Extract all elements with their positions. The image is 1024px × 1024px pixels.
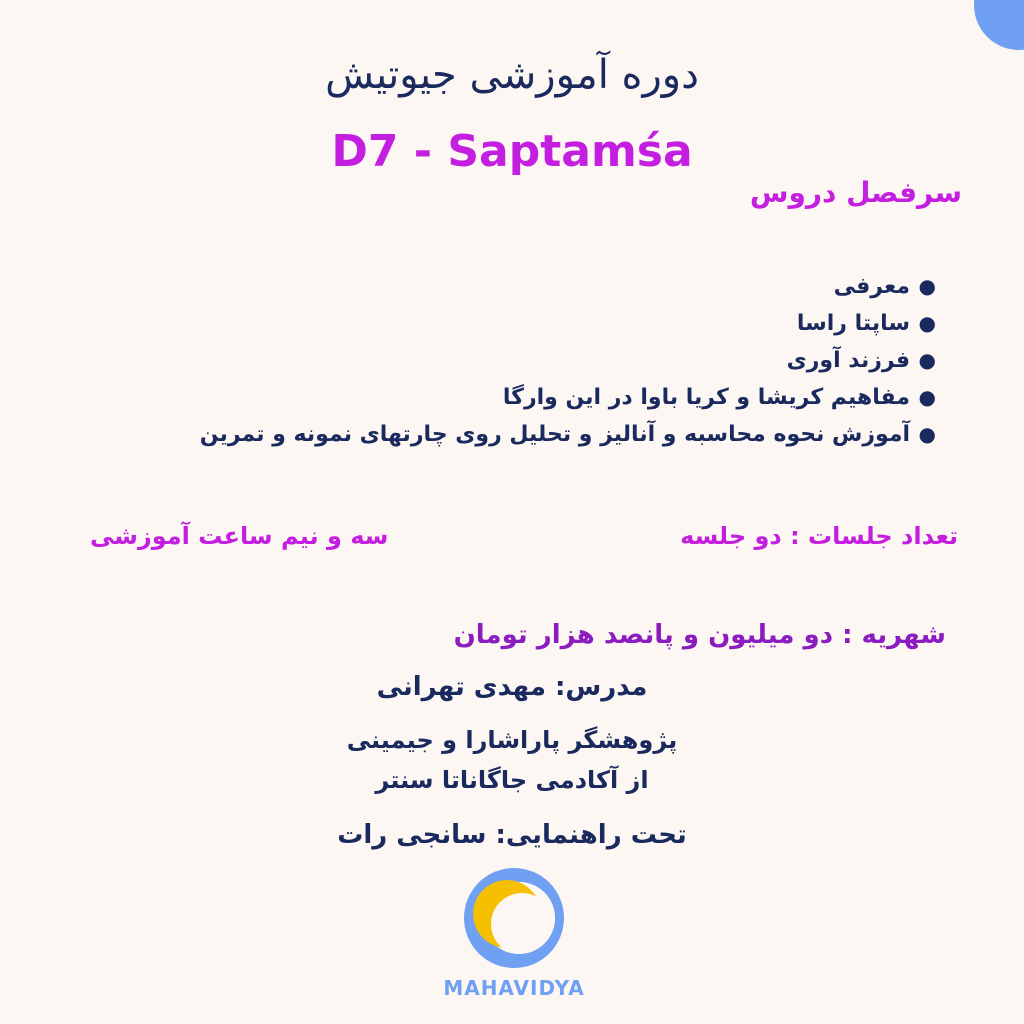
tuition-fee: شهریه : دو میلیون و پانصد هزار تومان bbox=[453, 620, 946, 650]
bullet-icon: ● bbox=[918, 274, 936, 298]
brand-name: MAHAVIDYA bbox=[443, 976, 585, 1000]
list-item bbox=[200, 305, 936, 342]
crescent-moon-circle-icon bbox=[462, 866, 566, 970]
corner-decoration bbox=[974, 0, 1024, 50]
list-item bbox=[200, 416, 936, 453]
list-item bbox=[200, 342, 936, 379]
syllabus-list bbox=[200, 268, 936, 453]
list-item bbox=[200, 379, 936, 416]
bullet-icon: ● bbox=[918, 385, 936, 409]
list-item-label: فرزند آوری bbox=[786, 348, 910, 373]
supervisor-name: تحت راهنمایی: سانجی رات bbox=[337, 820, 687, 850]
sessions-count: تعداد جلسات : دو جلسه bbox=[680, 522, 958, 550]
instructor-bio-line1: پژوهشگر پاراشارا و جیمینی bbox=[346, 726, 678, 754]
bullet-icon: ● bbox=[918, 422, 936, 446]
instructor-bio-line2: از آکادمی جاگاناتا سنتر bbox=[375, 766, 649, 794]
list-item-label: معرفی bbox=[833, 274, 910, 299]
bullet-icon: ● bbox=[918, 311, 936, 335]
list-item bbox=[200, 268, 936, 305]
bullet-icon: ● bbox=[918, 348, 936, 372]
list-item-label: آموزش نحوه محاسبه و آنالیز و تحلیل روی چارتهای نمونه و تمرین bbox=[199, 422, 910, 447]
instructor-name: مدرس: مهدی تهرانی bbox=[376, 672, 648, 702]
course-duration: سه و نیم ساعت آموزشی bbox=[90, 522, 389, 550]
syllabus-heading: سرفصل دروس bbox=[749, 176, 962, 209]
page-title: دوره آموزشی جیوتیش bbox=[325, 52, 699, 98]
list-item-label: ساپتا راسا bbox=[796, 311, 910, 336]
list-item-label: مفاهیم کریشا و کریا باوا در این وارگا bbox=[502, 385, 910, 410]
course-subtitle: D7 - Saptamśa bbox=[331, 126, 693, 177]
